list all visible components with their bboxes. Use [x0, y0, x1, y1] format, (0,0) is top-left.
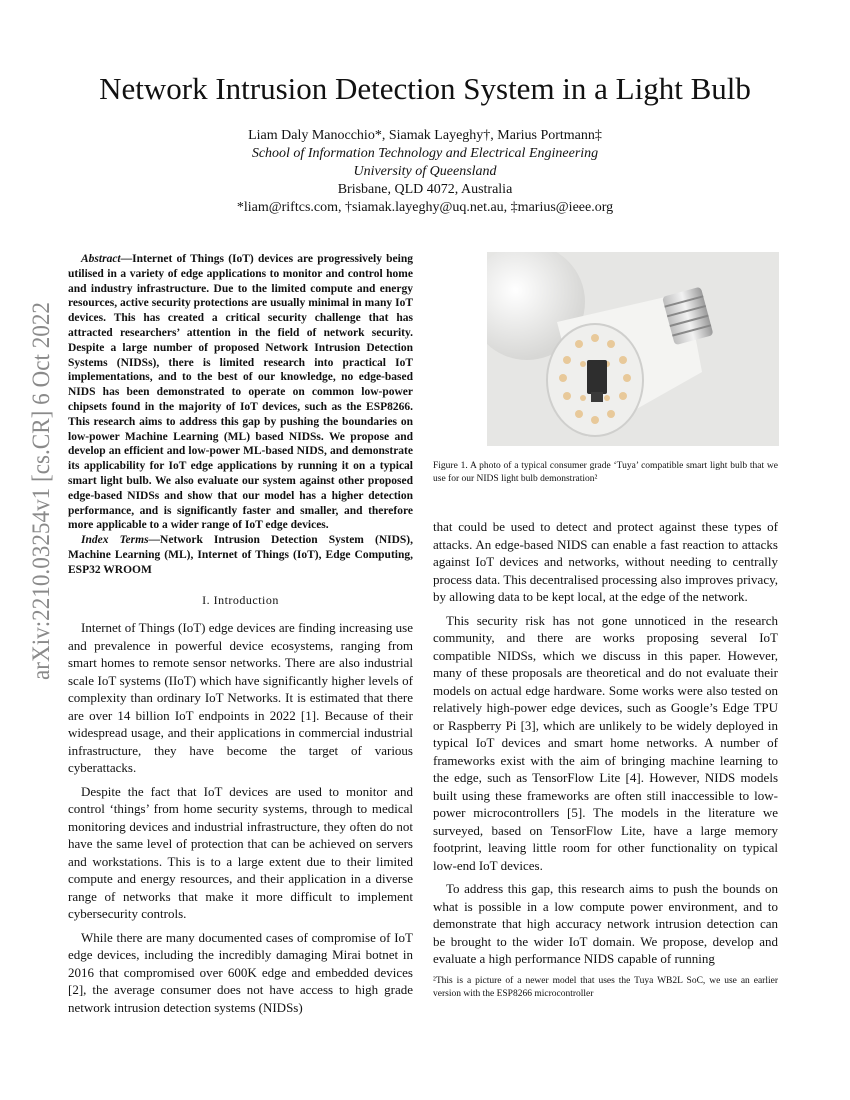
author-school: School of Information Technology and Electrical Engineering	[251, 146, 599, 161]
body-paragraph: that could be used to detect and protect against these types of attacks. An edge-based NIDS can enable a fast reaction to attacks against IoT devices and networks, without needing to centrally process data. This decentralised processing also improves privacy, by allowing data to be kept local, at the edge of the network.	[433, 519, 778, 604]
arxiv-stamp-text: arXiv:2210.03254v1 [cs.CR] 6 Oct 2022	[28, 300, 55, 680]
body-paragraph: This security risk has not gone unnoticed in the research community, and there are works proposing several IoT compatible NIDSs, which we discuss in this paper. However, many of these proposals are theoretical and do not evaluate their models on actual edge hardware. Some works were also tested on relatively high-power edge devices, such as Google’s Edge TPU or Raspberry Pi [3], which are unlikely to be widely deployed in typical IoT devices and smart home networks. A number of frameworks exist with the aim of bringing machine learning to the edge, such as TensorFlow Lite [4]. However, NIDS models built using these frameworks are often still inaccessible to low-power microcontrollers [5]. The models in the literature we surveyed, based on TensorFlow Lite, have a large memory footprint, leaving little room for other functionality on typical low-end IoT devices.	[433, 612, 778, 873]
author-university: University of Queensland	[353, 164, 497, 179]
light-bulb-photo	[487, 252, 779, 446]
body-paragraph: To address this gap, this research aims to push the bounds on what is possible in a low compute power environment, and to demonstrate that high accuracy network intrusion detection can be brought to the wider IoT domain. We propose, develop and evaluate a high performance NIDS capable of running	[433, 881, 778, 966]
abstract-text: —Internet of Things (IoT) devices are progressively being utilised in a variety of edge applications to monitor and control home and industry infrastructure. Due to the limited compute and energy resources, active security protections are usually minimal in many IoT devices. This has created a critical security challenge that has attracted researchers’ attention in the field of network security. Despite a large number of proposed Network Intrusion Detection Systems (NIDSs), there is limited research into practical IoT implementations, and to the best of our knowledge, no edge-based NIDS has been demonstrated to operate on common low-power chipsets found in the majority of IoT devices, such as the ESP8266. This research aims to address this gap by pushing the boundaries on low-power Machine Learning (ML) based NIDSs. We propose and develop an efficient and low-power ML-based NIDS, and demonstrate its applicability for IoT edge applications by running it on a typical smart light bulb. We also evaluate our system against other proposed edge-based NIDSs and show that our model has a higher detection performance, and is significantly faster and smaller, and therefore more applicable to a wider range of IoT edge devices.	[68, 253, 413, 532]
paper-title: Network Intrusion Detection System in a Light Bulb	[99, 71, 751, 106]
body-paragraph: Despite the fact that IoT devices are used to monitor and control ‘things’ from home security systems, through to medical monitoring devices and industrial infrastructure, they often do not have the same level of protection that can be achieved on servers and workstations. This is to a large extent due to their limited compute and energy resources, and their application in a diverse range of networks that make it more difficult to implement cybersecurity controls.	[68, 783, 413, 922]
right-column	[433, 518, 778, 974]
author-names: Liam Daly Manocchio*, Siamak Layeghy†, Marius Portmann‡	[248, 128, 602, 143]
author-emails: *liam@riftcs.com, †siamak.layeghy@uq.net.au, ‡marius@ieee.org	[236, 200, 614, 215]
body-paragraph: Internet of Things (IoT) edge devices are finding increasing use and prevalence in powerful device ecosystems, ranging from smart homes to remote sensor networks. There are also industrial scale IoT systems (IIoT) which have significantly higher levels of complexity than ordinary IoT Networks. It is estimated that there are over 14 billion IoT endpoints in 2022 [1]. Because of their widespread usage, and their applications in commercial industrial infrastructure, they have become the target of various cyberattacks.	[68, 620, 413, 776]
author-location: Brisbane, QLD 4072, Australia	[337, 182, 513, 197]
index-terms-text: —Network Intrusion Detection System (NIDS), Machine Learning (ML), Internet of Things (IoT), Edge Computing, ESP32 WROOM	[68, 534, 413, 576]
abstract-label: Abstract	[81, 253, 121, 265]
footnote: ²This is a picture of a newer model that uses the Tuya WB2L SoC, we use an earlier version with the ESP8266 microcontroller	[433, 976, 778, 999]
arxiv-stamp	[16, 300, 62, 680]
index-terms	[68, 533, 413, 577]
index-terms-label: Index Terms	[81, 534, 149, 547]
left-column	[68, 252, 413, 1022]
body-paragraph: While there are many documented cases of compromise of IoT edge devices, including the incredibly damaging Mirai botnet in 2016 that compromised over 600K edge and embedded devices [2], the average consumer does not have access to high grade network intrusion detection systems (NIDSs)	[68, 929, 413, 1015]
chip-icon	[587, 360, 607, 394]
figure-caption: Figure 1. A photo of a typical consumer grade ‘Tuya’ compatible smart light bulb that we use for our NIDS light bulb demonstration²	[433, 461, 778, 484]
abstract	[68, 252, 413, 533]
section-heading: I. Introduction	[202, 592, 279, 607]
author-block	[40, 127, 810, 217]
